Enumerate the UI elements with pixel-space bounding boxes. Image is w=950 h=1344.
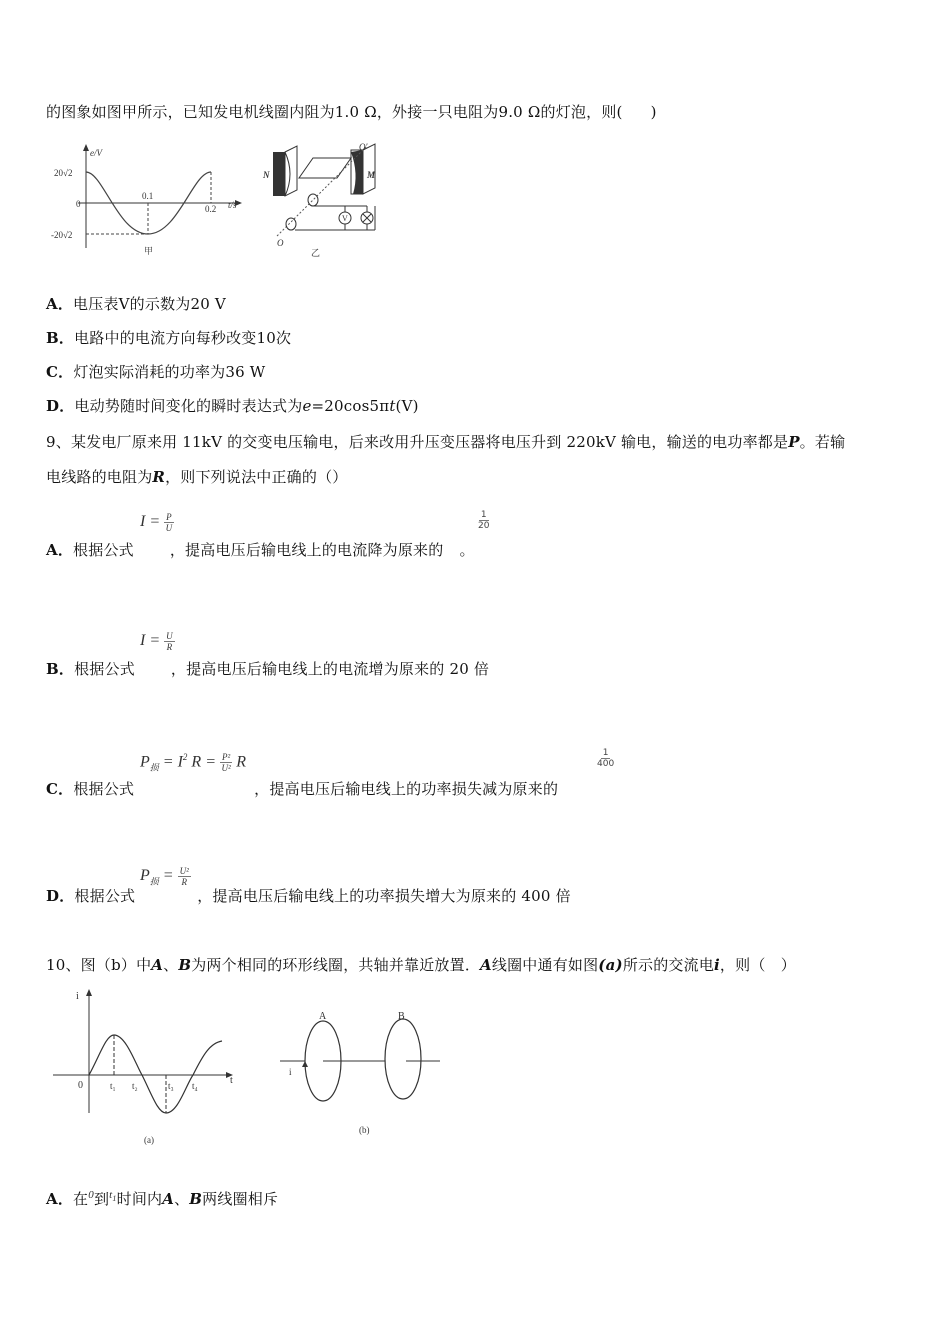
q8-yi-caption: 乙 [311,248,321,258]
q8-jia-caption: 甲 [144,246,154,256]
q10-option-a-math-0: 0 [88,1189,94,1201]
q10-stem: 10、图（b）中A、B为两个相同的环形线圈，共轴并靠近放置．A线圈中通有如图(a)所示的交流电i，则（ ） [46,956,796,974]
q9-stem-line2 [46,467,347,487]
q9-stem-line1 [46,432,845,452]
q9-option-c-suffix: ，提高电压后输电线上的功率损失减为原来的 [254,780,559,798]
q8-option-a[interactable] [46,294,226,314]
q9-option-a-suffix: ，提高电压后输电线上的电流降为原来的 [169,541,444,559]
q8-figure-jia-sine-graph [48,140,248,260]
q10-a-t1: t₁ [110,1081,116,1091]
q8-yi-label-N: N [263,170,270,180]
q8-stem-paren: ) [650,103,657,121]
q8-jia-x-label: t/s [228,200,237,210]
q10-b-coil-B-label: B [398,1011,405,1022]
q8-yi-voltmeter-label: V [342,214,348,223]
q9-option-d-letter: D． [46,887,75,905]
q9-option-a-end: 。 [459,541,475,559]
q9-stem-text-1: 9、某发电厂原来用 11kV 的交变电压输电，后来改用升压变压器将电压升到 220kV 输电，输送的电功率都是 [46,433,789,451]
q9-option-c-prefix: 根据公式 [73,780,135,798]
q10-a-y-label: i [76,991,79,1002]
q9-option-b-prefix: 根据公式 [74,660,135,678]
q10-figure-a-current-graph [48,985,248,1150]
q8-jia-ytick-zero: 0 [76,199,81,209]
q9-option-a[interactable] [46,540,475,560]
q9-option-c-letter: C． [46,780,74,798]
q8-yi-label-O: O [277,238,284,248]
q8-option-d-unit: (V) [395,397,419,415]
q8-option-d-letter: D． [46,397,75,415]
q10-b-current-label: i [289,1067,292,1077]
q9-stem-text-3: 电线路的电阻为 [46,468,153,486]
q9-option-d[interactable] [46,886,571,906]
q8-jia-ytick-top: 20√2 [54,168,73,178]
q10-b-caption: (b) [359,1125,370,1135]
q10-a-t2: t₂ [132,1081,138,1091]
q9-option-c-fraction: $\frac{1}{400}$ [597,748,615,769]
q9-stem-text-4: ，则下列说法中正确的（） [165,468,348,486]
q8-option-b-text: 电路中的电流方向每秒改变10次 [74,329,292,347]
q10-b-coil-A-label: A [319,1011,327,1022]
q8-option-d-math-e: e [302,397,312,415]
q8-option-c-text: 灯泡实际消耗的功率为36 W [73,363,266,381]
q10-a-origin: 0 [78,1080,83,1091]
q9-option-c-formula: $P_损 = I^2$ R = $\frac{\text{P²}}{\text{U²}}$ R [140,752,246,774]
q9-stem-text-2: 。若输 [799,433,846,451]
q8-stem [46,102,657,122]
q8-option-b-letter: B． [46,329,75,347]
q9-stem-R: R [152,468,166,486]
q9-option-d-formula: $P_损$ = $\frac{\text{U²}}{R}$ [140,866,189,887]
q8-option-c-letter: C． [46,363,74,381]
q8-option-a-letter: A． [46,295,74,313]
q8-option-c[interactable] [46,362,265,382]
q8-option-d-expr: =20cos5π [311,397,390,415]
q10-a-caption: (a) [144,1135,154,1145]
q9-option-a-fraction: $\frac{1}{20}$ [478,510,490,531]
q8-option-d-math-t: t [389,397,396,415]
q9-stem-P: P [788,433,800,451]
q9-option-b-formula: I = $\frac{U}{R}$ [140,631,173,652]
q8-jia-ytick-bottom: -20√2 [51,230,73,240]
q10-a-t3: t₃ [168,1081,174,1091]
q9-option-d-prefix: 根据公式 [74,887,136,905]
q9-option-d-suffix: ，提高电压后输电线上的功率损失增大为原来的 400 倍 [197,887,571,905]
q8-option-b[interactable] [46,328,291,348]
q9-option-b-suffix: ，提高电压后输电线上的电流增为原来的 20 倍 [170,660,490,678]
q10-option-a-letter: A． [46,1190,74,1208]
q9-option-b[interactable] [46,659,489,679]
q9-option-a-prefix: 根据公式 [73,541,134,559]
q8-option-d[interactable] [46,396,419,416]
q9-option-b-letter: B． [46,660,75,678]
q8-jia-xtick-0.1: 0.1 [142,191,154,201]
q9-option-a-letter: A． [46,541,74,559]
q9-option-c[interactable] [46,779,558,799]
q8-yi-label-O-prime: O′ [359,142,368,152]
q8-stem-text: 的图象如图甲所示，已知发电机线圈内阻为1.0 Ω，外接一只电阻为9.0 Ω的灯泡，则( [46,103,623,121]
q10-figure-b-coils-diagram [275,1005,455,1145]
q9-option-a-formula: I = $\frac{P}{U}$ [140,512,173,533]
q10-a-x-label: t [230,1075,233,1086]
q8-yi-label-M: M [367,170,376,180]
q8-option-a-text: 电压表V的示数为20 V [73,295,226,313]
q8-option-d-text: 电动势随时间变化的瞬时表达式为 [74,397,303,415]
q10-a-t4: t₄ [192,1081,198,1091]
q8-figure-yi-generator-diagram [255,140,395,260]
q8-jia-y-label: e/V [90,148,102,158]
q10-option-a[interactable]: A．在$^0$到$^{t_1}$时间内A、B两线圈相斥 [46,1189,279,1208]
q8-jia-xtick-0.2: 0.2 [205,204,217,214]
q10-option-a-math-t1: t1 [109,1189,117,1204]
